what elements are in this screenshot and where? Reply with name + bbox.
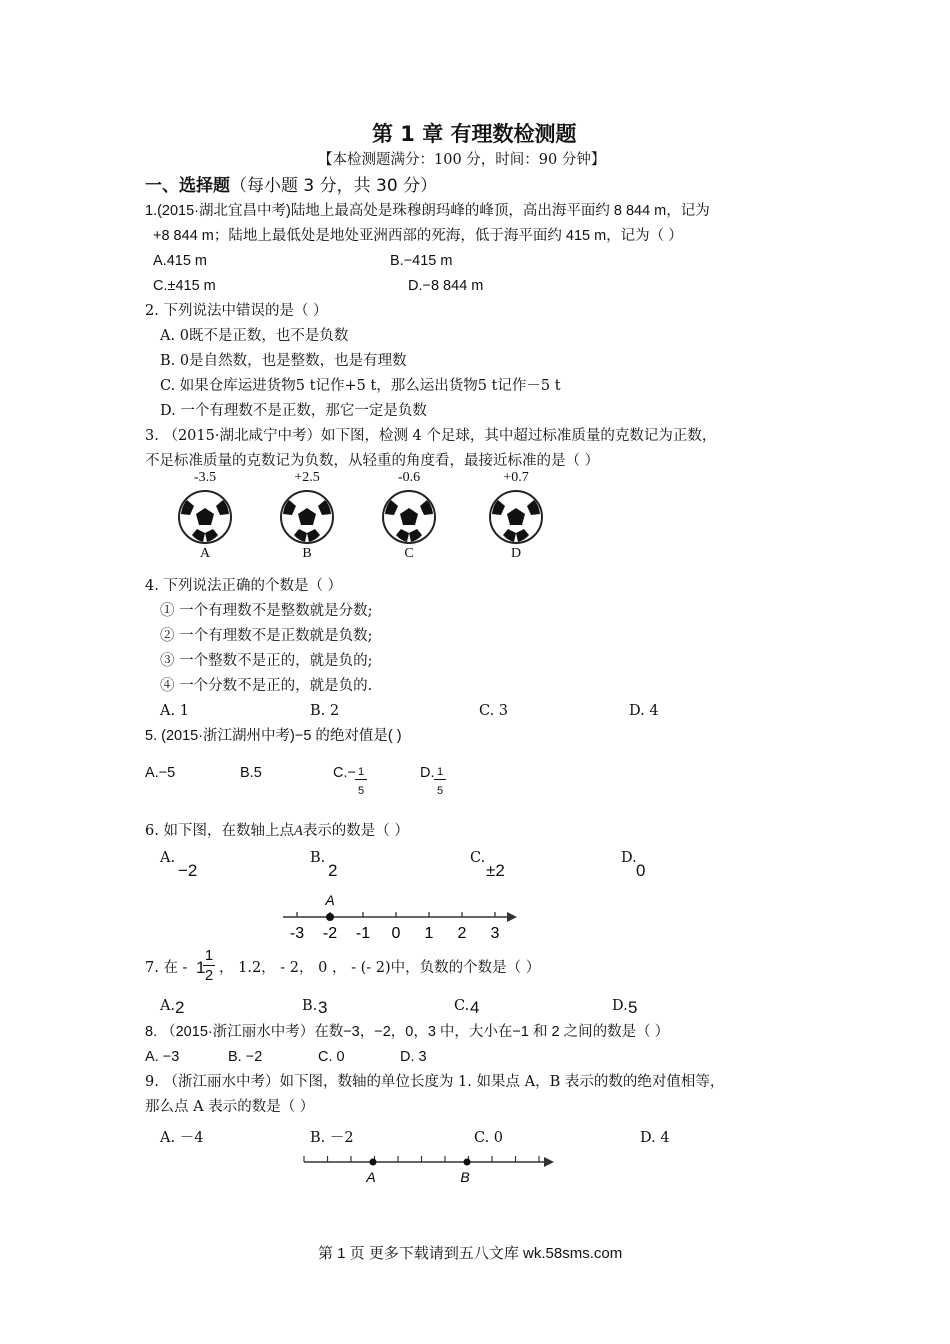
q5-option-d: D. xyxy=(420,765,435,781)
q1-option-d: D.−8 844 m xyxy=(408,278,484,294)
q6-stem-start: 6. 如下图，在数轴上点 xyxy=(145,823,294,839)
section-heading xyxy=(145,176,437,196)
q6-option-c: C. xyxy=(470,850,486,866)
ball-a-value: -3.5 xyxy=(193,470,217,485)
q2-option-b: B. 0是自然数，也是整数，也是有理数 xyxy=(160,353,407,369)
q9-option-c: C. 0 xyxy=(474,1130,504,1146)
q7-option-a-value: 2 xyxy=(175,998,185,1017)
q4-item-3: ③ 一个整数不是正的，就是负的; xyxy=(160,653,373,669)
q2-option-c: C. 如果仓库运进货物5 t记作+5 t，那么运出货物5 t记作－5 t xyxy=(160,378,561,394)
q6-stem-end: 表示的数是（ ） xyxy=(302,823,409,839)
point-a-label: A xyxy=(325,892,335,908)
q3-line1: 3. （2015·湖北咸宁中考）如下图，检测 4 个足球，其中超过标准质量的克数记为正数， xyxy=(145,428,717,444)
q4-item-1: ① 一个有理数不是整数就是分数; xyxy=(160,603,373,619)
section-title: 一、选择题 xyxy=(145,176,230,196)
q5-option-b: B.5 xyxy=(240,765,262,781)
q5-option-a: A.−5 xyxy=(145,765,176,781)
ball-c-label: C xyxy=(404,546,414,561)
q7-option-b: B. xyxy=(302,998,318,1014)
q5-c-numerator: 1 xyxy=(357,766,365,778)
page-footer: 第 1 页 更多下载请到五八文库 wk.58sms.com xyxy=(318,1245,623,1262)
q5-d-denominator: 5 xyxy=(434,779,446,797)
q6-stem xyxy=(145,821,409,841)
q4-option-d: D. 4 xyxy=(629,703,659,719)
q7-option-c: C. xyxy=(454,998,470,1014)
axis-tick-label: 3 xyxy=(490,925,500,942)
point-a-marker xyxy=(326,913,334,921)
axis-tick-label: -3 xyxy=(289,925,305,942)
soccer-ball-icon xyxy=(272,488,342,546)
q9-line2: 那么点 A 表示的数是（ ） xyxy=(145,1099,315,1115)
q6-option-b-value: 2 xyxy=(328,861,338,880)
point-a-label: A xyxy=(366,1169,376,1185)
q6-option-d: D. xyxy=(621,850,637,866)
soccer-ball-a xyxy=(170,472,240,564)
ball-d-label: D xyxy=(510,546,522,561)
soccer-ball-b xyxy=(272,472,342,564)
q7-denominator: 2 xyxy=(204,967,214,984)
q6-option-b: B. xyxy=(310,850,326,866)
q6-option-c-value: ±2 xyxy=(486,861,505,880)
axis-tick-label: -2 xyxy=(322,925,338,942)
q1-line1: 1.(2015·湖北宜昌中考)陆地上最高处是珠穆朗玛峰的峰顶，高出海平面约 8 844 m，记为 xyxy=(145,203,710,219)
axis-tick-label: -1 xyxy=(355,925,371,942)
q6-option-a: A. xyxy=(160,850,176,866)
q8-option-c: C. 0 xyxy=(318,1049,345,1065)
q4-stem: 4. 下列说法正确的个数是（ ） xyxy=(145,578,343,594)
ball-b-label: B xyxy=(302,546,312,561)
q7-fraction xyxy=(203,948,215,983)
q5-c-fraction xyxy=(355,767,367,797)
q8-option-d: D. 3 xyxy=(400,1049,427,1065)
ball-c-value: -0.6 xyxy=(397,470,421,485)
q4-option-b: B. 2 xyxy=(310,703,340,719)
soccer-ball-icon xyxy=(170,488,240,546)
ball-d-value: +0.7 xyxy=(503,470,529,485)
q6-option-d-value: 0 xyxy=(636,861,646,880)
q7-whole: 1 xyxy=(196,958,206,977)
q9-option-d: D. 4 xyxy=(640,1130,670,1146)
q2-stem: 2. 下列说法中错误的是（ ） xyxy=(145,303,328,319)
q9-option-b: B. －2 xyxy=(310,1130,354,1146)
soccer-ball-c xyxy=(374,472,444,564)
q7-option-d: D. xyxy=(612,998,628,1014)
q5-d-numerator: 1 xyxy=(436,766,444,778)
q7-option-c-value: 4 xyxy=(470,998,480,1017)
q4-item-2: ② 一个有理数不是正数就是负数; xyxy=(160,628,373,644)
q8-option-a: A. −3 xyxy=(145,1049,180,1065)
q1-line2: +8 844 m；陆地上最低处是地处亚洲西部的死海，低于海平面约 415 m，记为（ ） xyxy=(153,228,683,244)
q6-option-a-value: −2 xyxy=(178,861,198,880)
axis-arrow xyxy=(507,912,517,922)
q1-option-a: A.415 m xyxy=(153,253,207,269)
q4-item-4: ④ 一个分数不是正的，就是负的. xyxy=(160,678,373,694)
q8-option-b: B. −2 xyxy=(228,1049,263,1065)
soccer-ball-icon xyxy=(374,488,444,546)
q6-point: A xyxy=(293,823,303,839)
q5-option-c: C.− xyxy=(333,765,356,781)
q7-prefix: 7. 在 - xyxy=(145,960,188,976)
q8-stem: 8. （2015·浙江丽水中考）在数−3，−2，0，3 中，大小在−1 和 2 之间的数是（ ） xyxy=(145,1024,670,1040)
ball-b-value: +2.5 xyxy=(294,470,320,485)
q7-option-a: A. xyxy=(160,998,176,1014)
axis-tick-label: 2 xyxy=(457,925,467,942)
page-title: 第 1 章 有理数检测题 xyxy=(372,122,577,146)
page-subtitle: 【本检测题满分：100 分，时间：90 分钟】 xyxy=(318,152,606,168)
q4-option-a: A. 1 xyxy=(160,703,189,719)
axis-arrow xyxy=(544,1157,554,1167)
q5-stem: 5. (2015·浙江湖州中考)−5 的绝对值是( ) xyxy=(145,728,402,744)
axis-tick-label: 0 xyxy=(391,925,401,942)
point-a-marker xyxy=(370,1159,377,1166)
point-b-marker xyxy=(464,1159,471,1166)
q7-option-b-value: 3 xyxy=(318,998,328,1017)
ball-a-label: A xyxy=(199,546,211,561)
q7-numerator: 1 xyxy=(204,947,214,964)
q5-d-fraction xyxy=(434,767,446,797)
q9-line1: 9. （浙江丽水中考）如下图，数轴的单位长度为 1. 如果点 A，B 表示的数的绝对值相等， xyxy=(145,1074,725,1090)
soccer-ball-d xyxy=(481,472,551,564)
section-note: （每小题 3 分，共 30 分） xyxy=(230,176,438,196)
q2-option-a: A. 0既不是正数，也不是负数 xyxy=(160,328,349,344)
axis-tick-label: 1 xyxy=(424,925,434,942)
q7-option-d-value: 5 xyxy=(628,998,638,1017)
q9-option-a: A. －4 xyxy=(160,1130,204,1146)
q1-option-c: C.±415 m xyxy=(153,278,216,294)
q5-c-denominator: 5 xyxy=(355,779,367,797)
q3-line2: 不足标准质量的克数记为负数，从轻重的角度看，最接近标准的是（ ） xyxy=(145,453,600,469)
q6-number-line xyxy=(275,888,525,943)
q7-rest: ， 1.2， - 2， 0 ， - (- 2)中，负数的个数是（ ） xyxy=(219,960,541,976)
q1-option-b: B.−415 m xyxy=(390,253,453,269)
q9-number-line xyxy=(296,1148,561,1190)
point-b-label: B xyxy=(460,1169,470,1185)
soccer-ball-icon xyxy=(481,488,551,546)
q4-option-c: C. 3 xyxy=(479,703,509,719)
q2-option-d: D. 一个有理数不是正数，那它一定是负数 xyxy=(160,403,427,419)
